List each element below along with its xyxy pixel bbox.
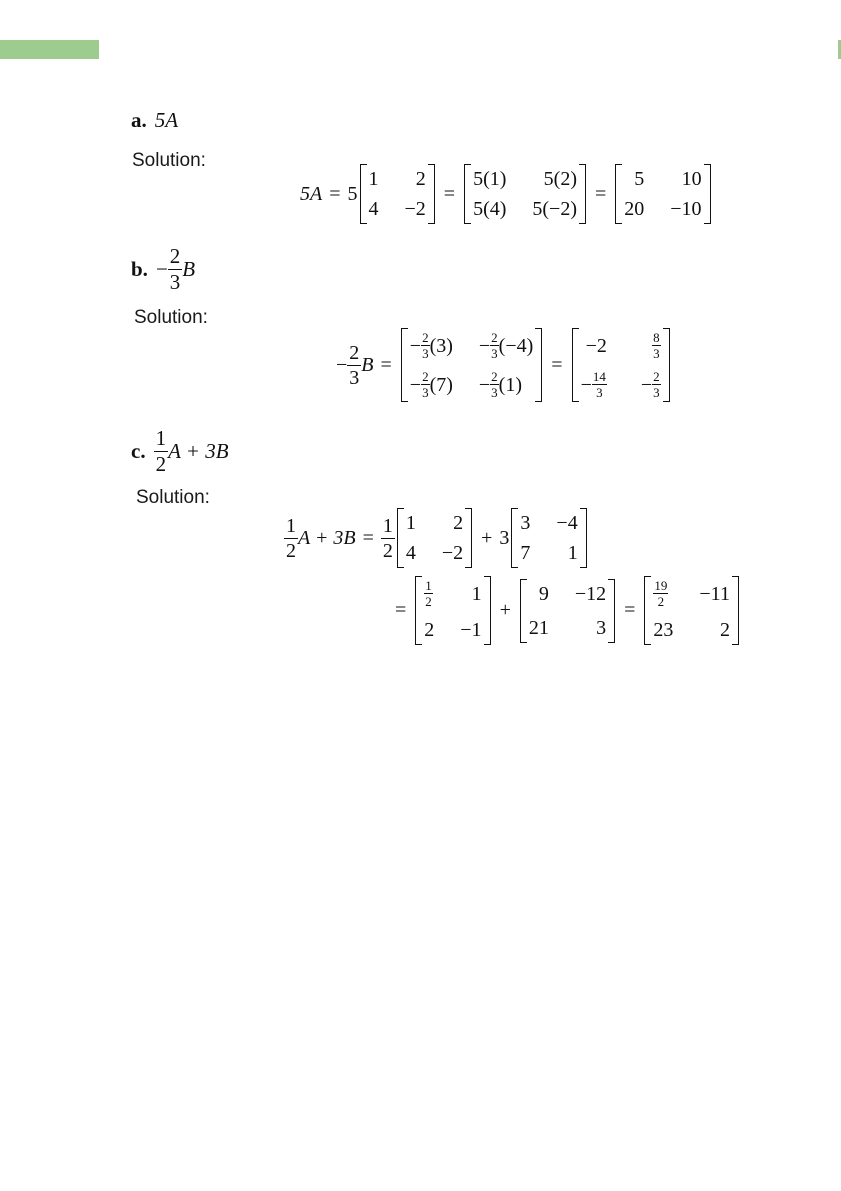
- matrix-result: [572, 328, 670, 402]
- argument: (3): [429, 334, 453, 357]
- matrix-cell: 4: [405, 542, 416, 564]
- fraction: [490, 331, 499, 360]
- minus-sign: −: [336, 353, 348, 376]
- equals-sign: =: [329, 182, 341, 205]
- denominator: 3: [596, 385, 603, 400]
- numerator: 1: [382, 514, 393, 537]
- numerator: 1: [425, 578, 432, 593]
- matrix-cell: 7: [520, 542, 531, 564]
- chapter-color-bar: [0, 40, 99, 59]
- matrix-three-b: [520, 579, 615, 643]
- fraction: [168, 246, 183, 293]
- numerator: 14: [592, 369, 606, 384]
- matrix-cell: 5(2): [543, 168, 577, 190]
- matrix-cell: [641, 370, 661, 399]
- minus-sign: −: [478, 373, 491, 396]
- matrix-a: [397, 508, 472, 568]
- equals-sign: =: [551, 353, 563, 376]
- matrix-cell: −2: [441, 542, 464, 564]
- fraction: [592, 370, 607, 399]
- matrix-cell: [653, 579, 673, 608]
- matrix-cell: 1: [567, 542, 578, 564]
- matrix-cell: 10: [681, 168, 702, 190]
- matrix-cell: 9: [538, 582, 549, 605]
- part-a-letter: a.: [131, 108, 147, 132]
- argument: (−4): [498, 334, 534, 357]
- numerator: 2: [349, 341, 360, 364]
- part-c-solution-label: Solution:: [136, 487, 210, 508]
- matrix-cell: [479, 331, 533, 360]
- fraction: [347, 343, 361, 388]
- denominator: 3: [653, 385, 660, 400]
- fraction: [490, 370, 499, 399]
- matrix-cell: 1: [471, 582, 482, 605]
- part-c-equation-line2: [388, 576, 741, 645]
- fraction: [154, 428, 169, 475]
- numerator: 2: [653, 369, 660, 384]
- matrix-cell: 2: [719, 619, 730, 641]
- equals-sign: =: [595, 182, 607, 205]
- numerator: 2: [169, 244, 181, 268]
- matrix-cell: 1: [405, 512, 416, 534]
- equals-sign: =: [624, 599, 636, 621]
- part-a-label: [131, 108, 178, 133]
- matrix-cell: 20: [624, 198, 645, 220]
- matrix-cell: 21: [528, 616, 549, 639]
- denominator: 3: [422, 346, 429, 361]
- argument: (7): [429, 373, 453, 396]
- matrix-cell: [424, 579, 434, 608]
- equals-sign: =: [362, 526, 374, 549]
- matrix-cell: 2: [424, 619, 435, 641]
- matrix-b: [511, 508, 586, 568]
- part-b-solution-label: Solution:: [134, 307, 208, 328]
- matrix-cell: 3: [520, 512, 531, 534]
- part-c-lhs: A + 3B: [298, 526, 356, 549]
- part-b-letter: b.: [131, 257, 148, 281]
- matrix-result: [644, 576, 739, 645]
- part-a-equation: [300, 164, 713, 224]
- minus-sign: −: [478, 334, 491, 357]
- fraction: [284, 516, 298, 561]
- denominator: 2: [286, 539, 296, 562]
- matrix-cell: −2: [585, 334, 607, 357]
- fraction: [652, 331, 661, 360]
- fraction: [421, 331, 430, 360]
- denominator: 3: [169, 270, 181, 294]
- denominator: 3: [349, 366, 360, 389]
- matrix-cell: 5(−2): [532, 198, 577, 220]
- numerator: 19: [654, 578, 668, 593]
- part-a-solution-label: Solution:: [132, 150, 206, 171]
- fraction: [421, 370, 430, 399]
- matrix-work: [464, 164, 586, 224]
- denominator: 3: [653, 346, 660, 361]
- fraction: [653, 579, 668, 608]
- equals-sign: =: [395, 599, 407, 621]
- numerator: 1: [155, 426, 167, 450]
- matrix-cell: 4: [368, 198, 379, 220]
- fraction: [652, 370, 661, 399]
- part-c-letter: c.: [131, 439, 146, 463]
- matrix-work: [401, 328, 543, 402]
- part-b-equation: [336, 328, 672, 402]
- numerator: 1: [286, 514, 296, 537]
- matrix-cell: −12: [574, 582, 607, 605]
- equals-sign: =: [443, 182, 456, 205]
- plus-sign: +: [481, 526, 493, 549]
- numerator: 8: [653, 330, 660, 345]
- equals-sign: =: [380, 353, 392, 376]
- argument: (1): [498, 373, 522, 396]
- part-a-lhs: 5A: [300, 182, 323, 205]
- part-c-equation-line1: [284, 508, 589, 568]
- plus-sign: +: [499, 599, 511, 621]
- matrix-cell: 5(4): [473, 198, 507, 220]
- matrix-cell: −4: [556, 512, 578, 534]
- matrix-cell: [581, 370, 607, 399]
- fraction: [424, 579, 433, 608]
- matrix-half-a: [415, 576, 490, 645]
- matrix-cell: 2: [415, 168, 426, 190]
- denominator: 2: [382, 539, 393, 562]
- matrix-cell: 5: [634, 168, 645, 190]
- minus-sign: −: [640, 373, 653, 396]
- matrix-cell: −2: [404, 198, 426, 220]
- matrix-cell: 23: [653, 619, 674, 641]
- denominator: 2: [657, 594, 665, 609]
- numerator: 2: [422, 369, 429, 384]
- part-b-label: [131, 246, 195, 293]
- matrix-a: [360, 164, 435, 224]
- minus-sign: −: [409, 373, 422, 396]
- part-a-expression: 5A: [154, 108, 179, 132]
- matrix-cell: [410, 370, 453, 399]
- denominator: 3: [422, 385, 429, 400]
- numerator: 2: [491, 330, 498, 345]
- part-a-scalar: 5: [347, 182, 358, 205]
- part-c-expression: A + 3B: [168, 439, 229, 463]
- matrix-cell: −1: [460, 619, 482, 641]
- part-c-scalar: 3: [499, 526, 510, 549]
- matrix-cell: 5(1): [473, 168, 507, 190]
- denominator: 2: [425, 594, 432, 609]
- matrix-cell: −10: [670, 198, 702, 220]
- minus-sign: −: [580, 373, 592, 396]
- fraction: [381, 516, 395, 561]
- matrix-cell: −11: [699, 582, 730, 605]
- matrix-cell: 1: [368, 168, 379, 190]
- matrix-cell: [641, 331, 661, 360]
- denominator: 3: [491, 385, 498, 400]
- part-c-label: [131, 428, 229, 475]
- matrix-cell: [479, 370, 533, 399]
- matrix-cell: 2: [453, 512, 464, 534]
- part-b-variable: B: [361, 353, 374, 376]
- numerator: 2: [491, 369, 498, 384]
- denominator: 3: [491, 346, 498, 361]
- matrix-result: [615, 164, 710, 224]
- minus-sign: −: [155, 257, 168, 281]
- numerator: 2: [422, 330, 429, 345]
- matrix-cell: 3: [596, 616, 607, 639]
- denominator: 2: [155, 452, 167, 476]
- matrix-cell: [410, 331, 453, 360]
- part-b-variable: B: [182, 257, 196, 281]
- minus-sign: −: [409, 334, 422, 357]
